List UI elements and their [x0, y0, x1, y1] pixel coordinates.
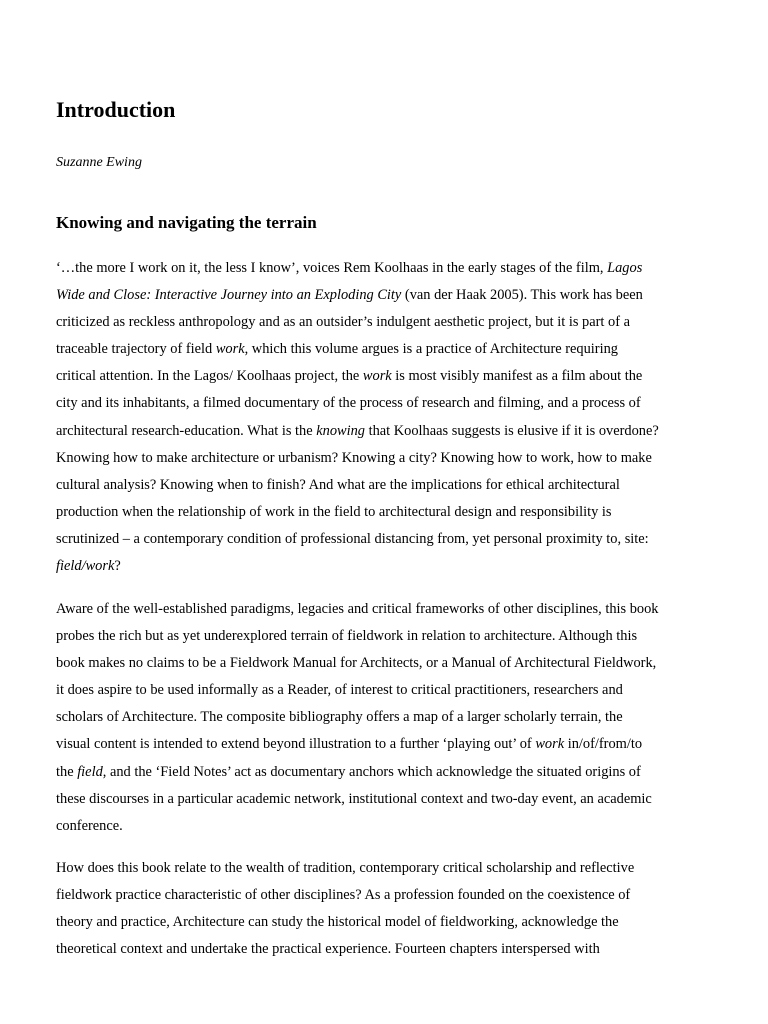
text-run: scrutinized – a contemporary condition of professional distancing from, yet personal proximity to, site: — [56, 530, 649, 547]
italic-text-run: work — [362, 368, 392, 385]
text-run: in/of/from/to — [564, 736, 643, 753]
text-line — [56, 596, 716, 623]
italic-text-run: field — [77, 763, 103, 780]
text-line — [56, 336, 716, 363]
text-run: is most visibly manifest as a film about the — [391, 368, 643, 385]
section-heading: Knowing and navigating the terrain — [56, 213, 317, 232]
paragraph — [56, 596, 716, 840]
text-run: cultural analysis? Knowing when to finish? And what are the implications for ethical architectural — [56, 476, 620, 493]
text-line — [56, 786, 716, 813]
text-line — [56, 282, 716, 309]
text-run: ‘…the more I work on it, the less I know’, voices Rem Koolhaas in the early stages of the film, — [56, 260, 608, 276]
italic-text-run: Lagos — [607, 260, 643, 276]
text-line — [56, 650, 716, 677]
text-line — [56, 704, 716, 731]
text-run: architectural research-education. What is the — [56, 422, 317, 439]
text-line — [56, 677, 716, 704]
text-run: criticized as reckless anthropology and as an outsider’s indulgent aesthetic project, but it is part of a — [56, 314, 630, 331]
text-line — [56, 731, 716, 758]
italic-text-run: work — [215, 341, 245, 358]
text-line — [56, 813, 716, 840]
text-line — [56, 499, 716, 526]
text-run: Aware of the well-established paradigms, legacies and critical frameworks of other disciplines, this book — [56, 601, 659, 617]
text-run: ? — [114, 558, 121, 575]
paragraph — [56, 255, 716, 580]
text-run: traceable trajectory of field — [56, 341, 216, 358]
text-run: city and its inhabitants, a filmed documentary of the process of research and filming, and a process of — [56, 395, 641, 412]
paragraph — [56, 855, 716, 963]
text-run: visual content is intended to extend beyond illustration to a further ‘playing out’ of — [56, 736, 536, 753]
text-run: How does this book relate to the wealth of tradition, contemporary critical scholarship and reflective — [56, 860, 635, 876]
chapter-title: Introduction — [56, 97, 176, 122]
text-line — [56, 623, 716, 650]
text-run: probes the rich but as yet underexplored terrain of fieldwork in relation to architecture. Although this — [56, 628, 638, 645]
text-line — [56, 472, 716, 499]
text-line — [56, 309, 716, 336]
text-run: theoretical context and undertake the practical experience. Fourteen chapters interspersed with — [56, 941, 600, 958]
text-run: book makes no claims to be a Fieldwork Manual for Architects, or a Manual of Architectural Fieldwork, — [56, 655, 657, 672]
text-run: Knowing how to make architecture or urbanism? Knowing a city? Knowing how to work, how to make — [56, 449, 652, 466]
text-line — [56, 855, 716, 882]
author-name: Suzanne Ewing — [56, 155, 142, 170]
text-run: , which this volume argues is a practice of Architecture requiring — [244, 341, 618, 358]
text-run: critical attention. In the Lagos/ Koolhaas project, the — [56, 368, 363, 385]
text-line — [56, 363, 716, 390]
italic-text-run: field/work — [56, 558, 115, 575]
text-line — [56, 390, 716, 417]
italic-text-run: Wide and Close: Interactive Journey into an Exploding City — [56, 287, 402, 304]
text-line — [56, 553, 716, 580]
text-line — [56, 882, 716, 909]
text-line — [56, 445, 716, 472]
text-line — [56, 255, 716, 282]
text-run: it does aspire to be used informally as a Reader, of interest to critical practitioners, researchers and — [56, 682, 623, 699]
text-line — [56, 909, 716, 936]
text-run: , and the ‘Field Notes’ act as documentary anchors which acknowledge the situated origins of — [102, 763, 641, 780]
text-run: fieldwork practice characteristic of other disciplines? As a profession founded on the coexistence of — [56, 887, 631, 904]
text-run: scholars of Architecture. The composite bibliography offers a map of a larger scholarly terrain, the — [56, 709, 623, 726]
text-run: theory and practice, Architecture can study the historical model of fieldworking, acknowledge the — [56, 914, 619, 931]
text-run: that Koolhaas suggests is elusive if it is overdone? — [365, 422, 659, 439]
text-run: conference. — [56, 817, 123, 834]
italic-text-run: work — [535, 736, 565, 753]
text-run: these discourses in a particular academic network, institutional context and two-day event, an academic — [56, 790, 652, 807]
text-run: (van der Haak 2005). This work has been — [401, 287, 643, 304]
text-line — [56, 526, 716, 553]
text-line — [56, 418, 716, 445]
text-line — [56, 936, 716, 963]
italic-text-run: knowing — [316, 422, 365, 439]
text-run: the — [56, 763, 78, 780]
text-run: production when the relationship of work in the field to architectural design and responsibility is — [56, 503, 612, 520]
text-line — [56, 759, 716, 786]
